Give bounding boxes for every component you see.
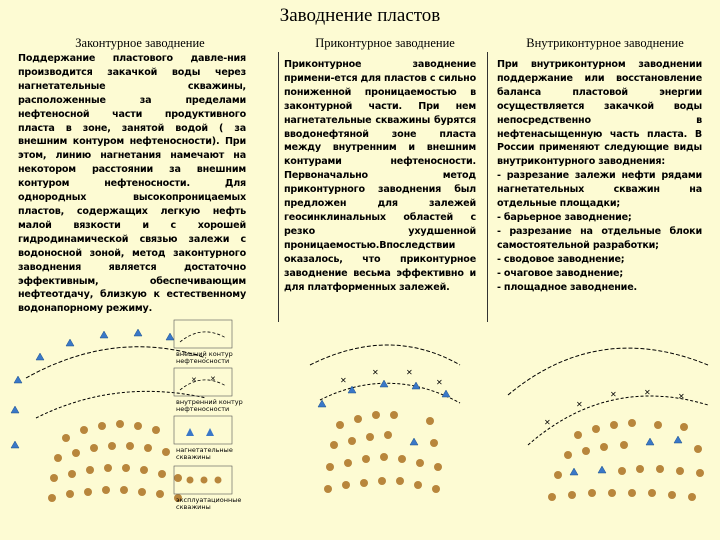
column-heading-outer: Законтурное заводнение — [75, 36, 205, 50]
legend-label: скважины — [176, 503, 211, 511]
list-item: - очаговое заводнение; — [497, 267, 623, 279]
column-text-outer: Поддержание пластового давле-ния производится закачкой воды через нагнетательные скважины, расположенные за пределами нефтеносной части продуктивного пласта в зоне, занятой водой ( за внешним контуром нефтеносности). При этом, линию нагнетания намечают на некотором расстоянии за внешним контуром нефтеносности. Для однородных высокопроницаемых пластов, содержащих легкую нефть малой вязкости и с хорошей гидродинамической связью залежи с водоносной зоной, метод законтурного заводнения является достаточно эффективным, обеспечивающим нефтеотдачу, близкую к естественному водонапорному режиму. — [18, 53, 246, 315]
diagram-outer-flooding — [6, 318, 246, 536]
column-divider — [487, 52, 488, 322]
column-text-inner-intro: При внутриконтурном заводнении поддержание или восстановление баланса пластовой энергии осуществляется закачкой воды непосредственно в нефтенасыщенную часть пласта. В России применяют следующие виды внутриконтурного заводнения: — [497, 59, 702, 168]
legend-label: скважины — [176, 453, 211, 461]
svg-text:✕: ✕ — [372, 368, 379, 377]
legend-label: эксплуатационные — [176, 496, 242, 504]
svg-text:✕: ✕ — [210, 375, 216, 383]
list-item: - сводовое заводнение; — [497, 253, 625, 265]
legend-label: нефтеносности — [176, 405, 230, 413]
svg-text:✕: ✕ — [340, 376, 347, 385]
svg-text:✕: ✕ — [544, 418, 551, 427]
diagram-inner-flooding — [488, 325, 716, 535]
svg-text:✕: ✕ — [644, 388, 651, 397]
legend-label: внешний контур — [176, 350, 233, 358]
legend-label: нагнетательные — [176, 446, 233, 454]
list-item: - разрезание на отдельные блоки самостоятельной разработки; — [497, 225, 702, 251]
diagram-near-flooding — [280, 325, 480, 535]
legend-label: внутренний контур — [176, 398, 243, 406]
column-text-inner — [497, 58, 702, 320]
svg-text:✕: ✕ — [610, 390, 617, 399]
svg-text:✕: ✕ — [436, 378, 443, 387]
column-text-near: Приконтурное заводнение примени-ется для пластов с сильно пониженной проницаемостью в законтурной части. При нем нагнетательные скважины бурятся вводонефтяной зоне пласта между внутренним и внешним контурами нефтеносности. Первоначально метод приконтурного заводнения был предложен для залежей геосинклинальных областей с резко ухудшенной проницаемостью.Впоследствии оказалось, что приконтурное заводнение весьма эффективно и для платформенных залежей. — [284, 59, 476, 293]
page-title: Заводнение пластов — [279, 5, 441, 26]
legend-label: нефтеносности — [176, 357, 230, 365]
column-divider — [278, 52, 279, 322]
list-item: - площадное заводнение. — [497, 281, 637, 293]
column-heading-near: Приконтурное заводнение — [315, 36, 455, 50]
svg-text:✕: ✕ — [576, 400, 583, 409]
legend — [174, 320, 243, 511]
svg-text:✕: ✕ — [678, 392, 685, 401]
list-item: - барьерное заводнение; — [497, 211, 632, 223]
column-heading-inner: Внутриконтурное заводнение — [526, 36, 684, 50]
svg-text:✕: ✕ — [406, 368, 413, 377]
list-item: - разрезание залежи нефти рядами нагнетательных скважин на отдельные площадки; — [497, 170, 702, 210]
svg-text:✕: ✕ — [191, 376, 197, 384]
